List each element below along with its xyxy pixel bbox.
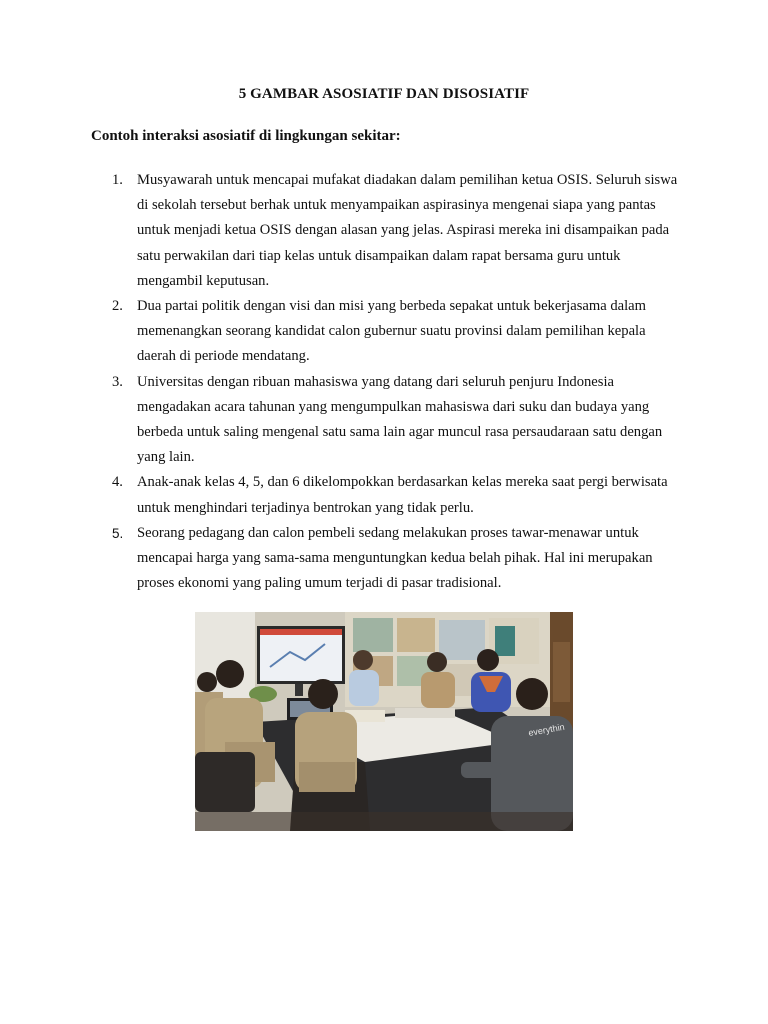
list-item <box>112 521 682 597</box>
example-list <box>112 168 682 596</box>
list-item <box>112 294 682 370</box>
list-item-number: 4. <box>112 474 123 491</box>
list-item-number: 5. <box>112 525 124 541</box>
list-item-text: Musyawarah untuk mencapai mufakat diadakan dalam pemilihan ketua OSIS. Seluruh siswa di sekolah tersebut berhak untuk menyampaikan aspirasinya mengenai siapa yang pantas untuk menjadi ketua OSIS dengan alasan yang jelas. Aspirasi mereka ini disampaikan pada satu perwakilan dari tiap kelas untuk disampaikan dalam rapat bersama guru untuk mengambil keputusan. <box>137 172 678 289</box>
list-item-text: Seorang pedagang dan calon pembeli sedang melakukan proses tawar-menawar untuk mencapai harga yang sama-sama menguntungkan kedua belah pihak. Hal ini merupakan proses ekonomi yang paling umum terjadi di pasar tradisional. <box>137 524 653 592</box>
list-item <box>112 370 682 471</box>
list-item-text: Universitas dengan ribuan mahasiswa yang datang dari seluruh penjuru Indonesia mengadakan acara tahunan yang mengumpulkan mahasiswa dari suku dan budaya yang berbeda untuk saling mengenal satu sama lain agar muncul rasa persaudaraan satu dengan yang lain. <box>137 373 663 466</box>
list-item-text: Dua partai politik dengan visi dan misi yang berbeda sepakat untuk bekerjasama dalam memenangkan seorang kandidat calon gubernur suatu provinsi dalam pemilihan kepala daerah di periode mendatang. <box>137 298 646 365</box>
list-item-text: Anak-anak kelas 4, 5, dan 6 dikelompokkan berdasarkan kelas mereka saat pergi berwisata untuk menghindari terjadinya bentrokan yang tidak perlu. <box>137 474 668 516</box>
document-title: 5 GAMBAR ASOSIATIF DAN DISOSIATIF <box>238 86 530 102</box>
meeting-photo <box>195 612 573 831</box>
list-item <box>112 168 682 294</box>
list-item <box>112 470 682 520</box>
section-subheading: Contoh interaksi asosiatif di lingkungan sekitar: <box>91 128 401 144</box>
list-item-number: 1. <box>112 172 123 188</box>
list-item-number: 2. <box>112 298 123 315</box>
list-item-number: 3. <box>112 373 123 390</box>
shirt-print-text: everythin <box>527 721 566 738</box>
